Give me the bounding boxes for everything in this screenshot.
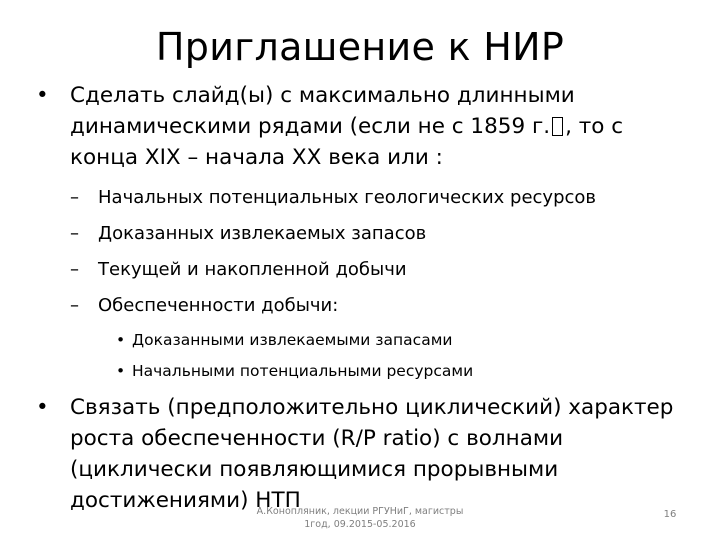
subitem-resources bbox=[36, 186, 686, 210]
bullet-1-text-end: , то с конца XIX – начала XX века или : bbox=[70, 114, 624, 170]
bullet-1-text-start: Сделать слайд(ы) с максимально длинными динамическими рядами (если не с 1859 г. bbox=[70, 83, 575, 139]
subitem-label: Обеспеченности добычи: bbox=[98, 295, 339, 316]
subitem-label: Доказанных извлекаемых запасов bbox=[98, 223, 427, 244]
subitem-label: Начальных потенциальных геологических ресурсов bbox=[98, 187, 597, 208]
slide-title: Приглашение к НИР bbox=[155, 25, 565, 69]
bullet-2-text: Связать (предположительно циклический) характер роста обеспеченности (R/P ratio) с волнами (циклически появляющимися прорывными достижениями) НТП bbox=[70, 395, 674, 513]
bullet-dot-icon: • bbox=[36, 395, 49, 420]
dash-icon: – bbox=[70, 187, 79, 208]
dash-icon: – bbox=[70, 223, 79, 244]
bullet-1-subitems bbox=[36, 186, 686, 381]
footer-line-1: А.Конопляник, лекции РГУНиГ, магистры bbox=[256, 506, 464, 517]
slide-content bbox=[36, 80, 686, 529]
subitem-reserves bbox=[36, 222, 686, 246]
subsubitem-initial-resources bbox=[36, 361, 686, 381]
missing-glyph-icon bbox=[552, 117, 563, 136]
bullet-dot-icon: • bbox=[116, 331, 126, 349]
slide-footer bbox=[240, 505, 480, 531]
subsubitem-label: Доказанными извлекаемыми запасами bbox=[132, 331, 453, 349]
dash-icon: – bbox=[70, 295, 79, 316]
dash-icon: – bbox=[70, 259, 79, 280]
subitem-production bbox=[36, 258, 686, 282]
subsubitem-proved-reserves bbox=[36, 330, 686, 350]
bullet-dot-icon: • bbox=[116, 362, 126, 380]
subsubitem-label: Начальными потенциальными ресурсами bbox=[132, 362, 474, 380]
subitem-label: Текущей и накопленной добычи bbox=[98, 259, 407, 280]
bullet-item-2 bbox=[36, 392, 686, 516]
footer-line-2: 1год, 09.2015-05.2016 bbox=[304, 519, 416, 530]
subitem-sufficiency bbox=[36, 294, 686, 318]
bullet-dot-icon: • bbox=[36, 83, 49, 108]
bullet-item-1 bbox=[36, 80, 686, 173]
page-number: 16 bbox=[663, 509, 677, 520]
